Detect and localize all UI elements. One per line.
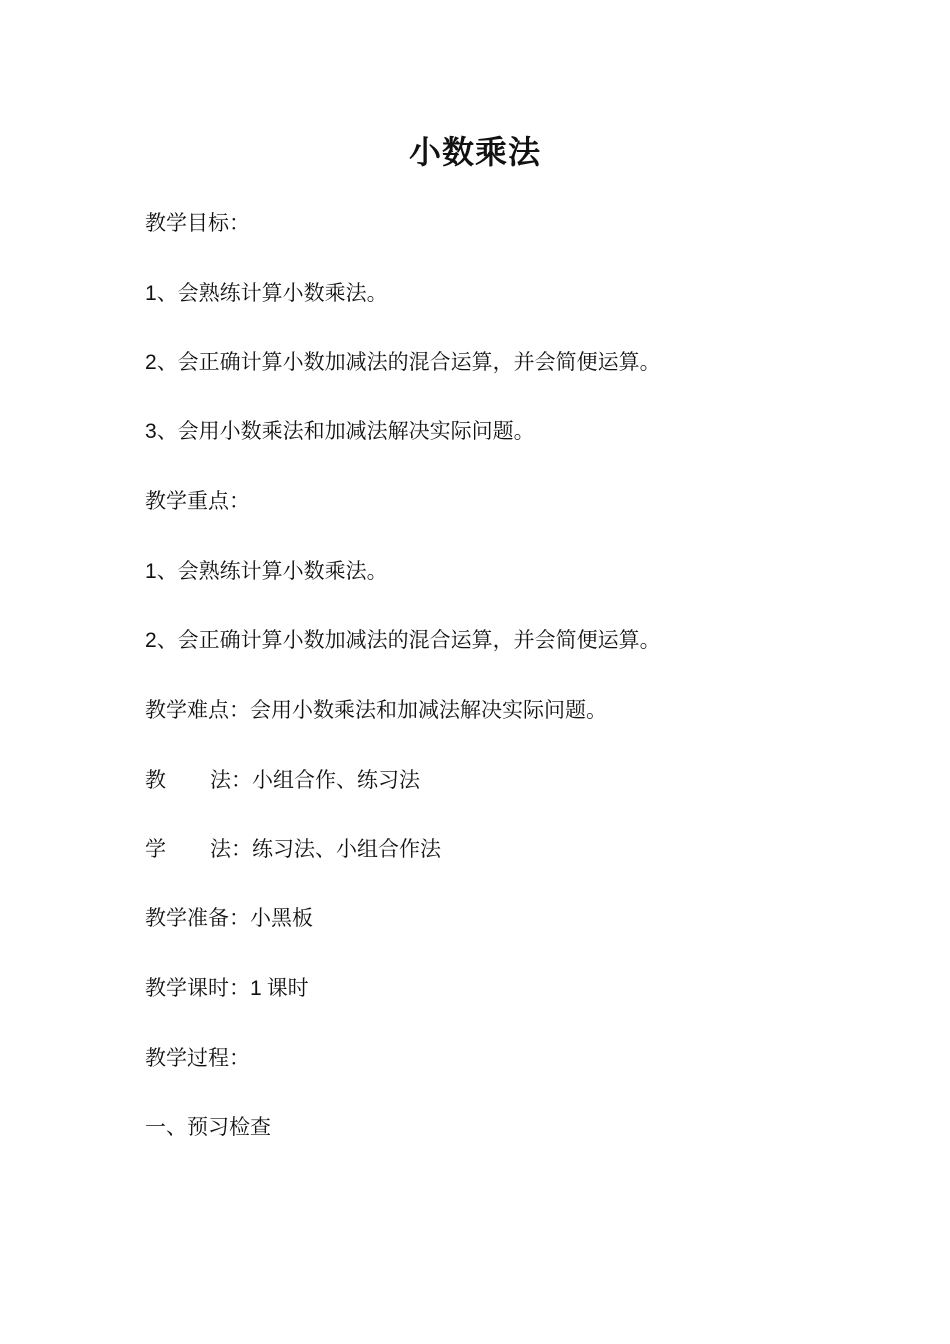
key-point-text: 、会熟练计算小数乘法。 [156, 559, 388, 583]
key-points-heading: 教学重点： [145, 489, 250, 513]
class-hours-line [145, 973, 309, 1004]
learning-method-label-a: 学 [145, 837, 166, 861]
difficulty-line: 教学难点：会用小数乘法和加减法解决实际问题。 [145, 698, 607, 722]
document-title: 小数乘法 [408, 133, 541, 171]
class-hours-number: 1 [250, 977, 262, 1000]
preparation-line: 教学准备：小黑板 [145, 906, 313, 930]
learning-method-value: 练习法、小组合作法 [252, 837, 441, 861]
objective-number: 2 [145, 351, 157, 374]
key-point-number: 1 [145, 560, 157, 583]
objective-item [145, 347, 661, 378]
key-point-text: 、会正确计算小数加减法的混合运算，并会简便运算。 [156, 628, 661, 652]
learning-method-label-b: 法： [210, 837, 252, 861]
class-hours-unit: 课时 [266, 976, 309, 1000]
learning-method-line [145, 834, 441, 864]
key-point-item [145, 625, 661, 656]
key-point-number: 2 [145, 629, 157, 652]
teaching-method-label-a: 教 [145, 768, 166, 792]
objective-number: 1 [145, 282, 157, 305]
objectives-heading: 教学目标： [145, 211, 250, 235]
key-point-item [145, 556, 388, 587]
objective-text: 、会用小数乘法和加减法解决实际问题。 [156, 419, 535, 443]
class-hours-label: 教学课时： [145, 976, 250, 1000]
objective-text: 、会正确计算小数加减法的混合运算，并会简便运算。 [156, 350, 661, 374]
objective-item [145, 416, 535, 447]
teaching-method-value: 小组合作、练习法 [252, 768, 420, 792]
teaching-method-line [145, 765, 420, 795]
process-heading: 教学过程： [145, 1046, 250, 1070]
objective-number: 3 [145, 420, 157, 443]
objective-text: 、会熟练计算小数乘法。 [156, 281, 388, 305]
section-heading: 一、预习检查 [145, 1115, 271, 1139]
teaching-method-label-b: 法： [210, 768, 252, 792]
objective-item [145, 278, 388, 309]
